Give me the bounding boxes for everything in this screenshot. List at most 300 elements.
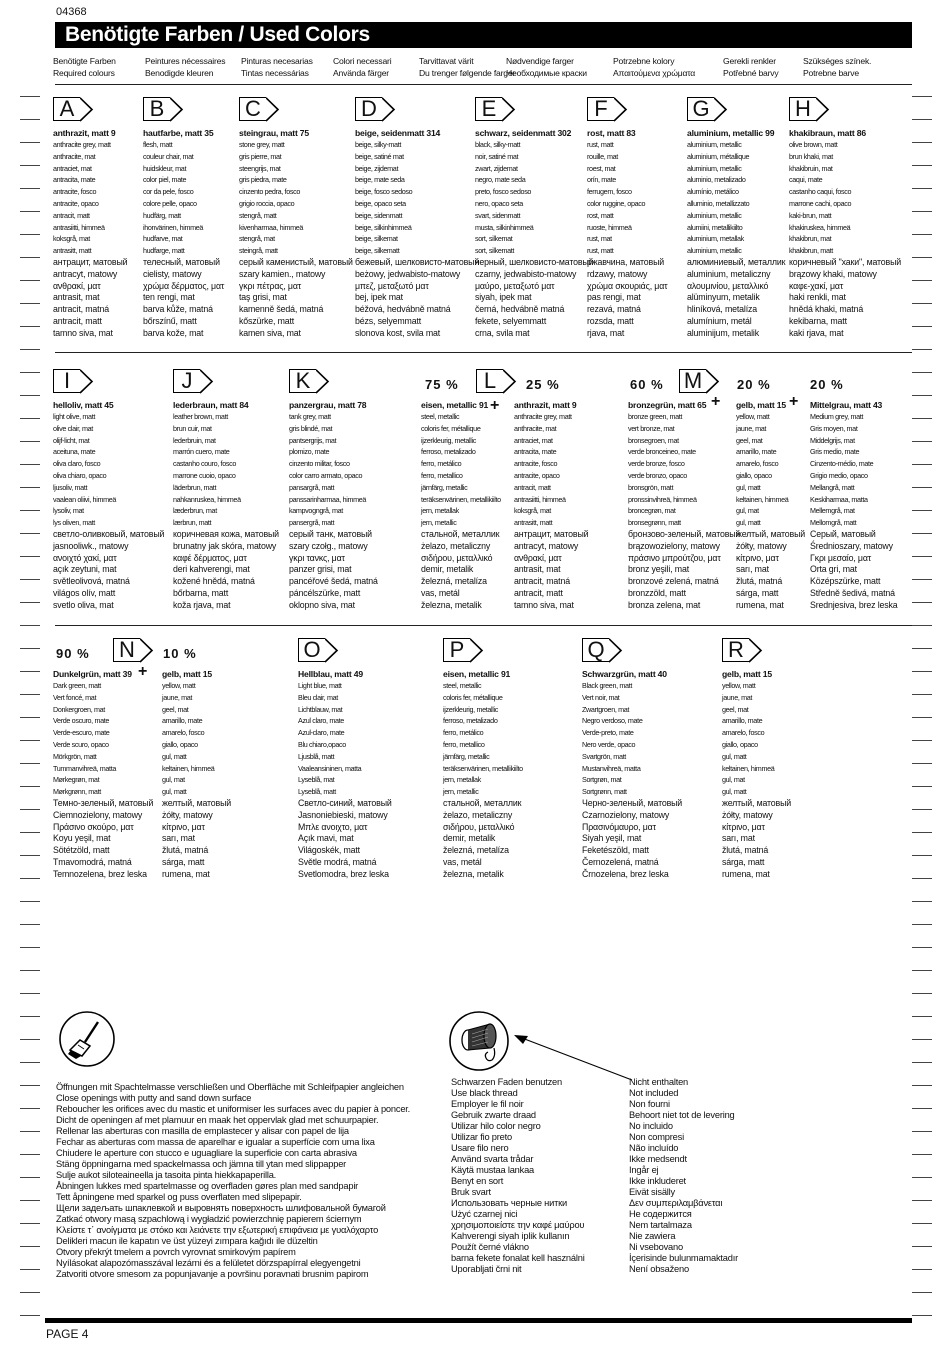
- color-translation: kamenně šedá, matná: [239, 304, 324, 315]
- margin-tick: [912, 1108, 932, 1109]
- instruction-line: χρησιμοποιείστε την καφέ μαύρου: [451, 1220, 585, 1230]
- color-name: lederbraun, matt 84: [173, 400, 249, 410]
- color-translation: rozsda, matt: [587, 315, 634, 326]
- margin-tick: [912, 303, 932, 304]
- color-translation: gul, matt: [722, 787, 747, 797]
- document-number: 04368: [56, 6, 87, 18]
- instruction-line: Sulje aukot siloteaineella ja tasoita pinta hiekkapaperilla.: [56, 1170, 277, 1180]
- badge-arrow-shape: [609, 638, 623, 663]
- color-translation: stone grey, matt: [239, 140, 285, 149]
- instruction-line: Utilizar fio preto: [451, 1132, 512, 1142]
- color-translation: antrasitt, matt: [53, 246, 92, 256]
- color-name: khakibraun, matt 86: [789, 128, 866, 138]
- color-translation: bőrszínű, matt: [143, 315, 197, 326]
- color-translation: ferro, metallico: [421, 470, 463, 480]
- color-translation: verde bronze, fosco: [628, 459, 685, 469]
- color-code-letter: L: [476, 369, 503, 393]
- color-translation: antrasitt, matt: [514, 518, 553, 528]
- color-translation: Svartgrön, matt: [582, 751, 626, 761]
- color-translation: bronzzöld, matt: [628, 587, 686, 598]
- color-translation: anthracite, mat: [53, 151, 96, 161]
- margin-tick: [20, 510, 40, 511]
- margin-tick: [912, 694, 932, 695]
- margin-tick: [912, 1269, 932, 1270]
- color-translation: коричневая кожа, матовый: [173, 528, 279, 539]
- color-code-badge: [53, 97, 127, 121]
- color-entry: [162, 638, 231, 881]
- color-translation: alumiini, metallikiilto: [687, 222, 743, 232]
- color-translation: Mörkgrön, matt: [53, 751, 97, 761]
- color-translation: ferrugem, fosco: [587, 187, 632, 197]
- margin-tick: [20, 395, 40, 396]
- margin-tick: [20, 717, 40, 718]
- color-translation: gris blindé, mat: [289, 423, 333, 433]
- margin-tick: [20, 763, 40, 764]
- margin-tick: [20, 671, 40, 672]
- color-translation: gul, matt: [162, 751, 187, 761]
- badge-arrow-shape: [706, 369, 720, 394]
- color-translation: amarelo, fosco: [736, 459, 779, 469]
- color-entry: [421, 369, 501, 612]
- color-translation: αλουμινίου, μεταλλικό: [687, 280, 769, 291]
- margin-tick: [20, 280, 40, 281]
- color-translation: sarı, mat: [162, 833, 195, 844]
- instruction-line: Usare filo nero: [451, 1143, 509, 1153]
- instruction-line: Tett åpningene med sparkel og puss overflaten med slipepapir.: [56, 1192, 302, 1202]
- header-label-line: Nødvendige farger: [506, 56, 574, 66]
- instruction-line: Ni vsebovano: [629, 1242, 683, 1252]
- color-translation: Világoskék, matt: [298, 845, 360, 856]
- color-translation: ржавчина, матовый: [587, 256, 665, 267]
- page-number: PAGE 4: [46, 1327, 89, 1341]
- color-code-badge: [722, 638, 791, 662]
- badge-arrow-shape: [80, 97, 94, 122]
- color-translation: brun khaki, mat: [789, 151, 833, 161]
- margin-tick: [912, 1246, 932, 1247]
- color-translation: aceituna, mate: [53, 447, 96, 457]
- margin-tick: [912, 786, 932, 787]
- color-translation: żelazo, metaliczny: [443, 809, 513, 820]
- margin-tick: [912, 1016, 932, 1017]
- instruction-text: [56, 1082, 410, 1280]
- color-translation: geel, mat: [722, 704, 749, 714]
- color-translation: antracite, opaco: [514, 470, 560, 480]
- color-translation: musta, silkinhimmeä: [475, 222, 534, 232]
- color-translation: giallo, opaco: [162, 739, 198, 749]
- instruction-line: İçerisinde bulunmamaktadır: [629, 1253, 739, 1263]
- color-translation: negro, mate seda: [475, 175, 526, 185]
- color-translation: pansergrå, matt: [289, 518, 335, 528]
- color-translation: Mørkgrønn, matt: [53, 787, 101, 797]
- color-translation: açık zeytuni, mat: [53, 564, 117, 575]
- color-code-badge: [789, 97, 901, 121]
- color-translation: panssarinharmaa, himmeä: [289, 494, 367, 504]
- color-translation: beige, satiné mat: [355, 151, 404, 161]
- color-code-letter: K: [289, 369, 316, 393]
- color-translation: κίτρινο, ματ: [722, 821, 765, 832]
- color-translation: keltainen, himmeä: [736, 494, 789, 504]
- color-translation: steingrå, matt: [239, 246, 278, 256]
- color-translation: коричневый "хаки", матовый: [789, 256, 902, 267]
- header-label: [613, 56, 695, 79]
- color-translation: béžová, hedvábně matná: [355, 304, 451, 315]
- instruction-line: Close openings with putty and sand down surface: [56, 1093, 252, 1103]
- color-translation: gul, mat: [162, 775, 185, 785]
- margin-tick: [912, 924, 932, 925]
- color-translation: rumena, mat: [162, 868, 210, 879]
- margin-tick: [20, 1177, 40, 1178]
- margin-tick: [912, 441, 932, 442]
- instruction-line: Fechar as aberturas com massa de aparelhar e igualar a superfície com uma lixa: [56, 1137, 375, 1147]
- color-translation: Vert noir, mat: [582, 692, 620, 702]
- margin-tick: [20, 740, 40, 741]
- mix-percentage: 20 %: [737, 377, 771, 392]
- instruction-line: Není obsaženo: [629, 1264, 689, 1274]
- margin-tick: [20, 1292, 40, 1293]
- color-translation: jern, metallak: [443, 775, 481, 785]
- color-translation: antrasiitti, himmeä: [53, 222, 105, 232]
- color-translation: roest, mat: [587, 163, 616, 173]
- instruction-line: Rellenar las aberturas con masilla de emplastecer y alisar con papel de lija: [56, 1126, 349, 1136]
- color-translation: bronz yeşili, mat: [628, 564, 690, 575]
- color-entry: [582, 638, 682, 881]
- badge-arrow-shape: [266, 97, 280, 122]
- margin-tick: [20, 257, 40, 258]
- instruction-line: Zatkać otwory masą szpachlową i wygładzić powierzchnię papierem ściernym: [56, 1214, 362, 1224]
- color-translation: żółty, matowy: [722, 809, 773, 820]
- color-translation: Donkergroen, mat: [53, 704, 105, 714]
- color-translation: beżowy, jedwabisto-matowy: [355, 268, 461, 279]
- color-translation: color piel, mate: [143, 175, 187, 185]
- color-translation: demir, metalik: [421, 564, 474, 575]
- color-translation: Verde scuro, opaco: [53, 739, 109, 749]
- color-translation: антрацит, матовый: [514, 528, 589, 539]
- color-translation: Mørkegrøn, mat: [53, 775, 100, 785]
- color-code-badge: [289, 369, 378, 393]
- margin-tick: [20, 947, 40, 948]
- color-translation: Gris moyen, mat: [810, 423, 858, 433]
- color-translation: antracit, matt: [53, 210, 90, 220]
- color-entry: [289, 369, 378, 612]
- color-translation: hliníková, metalíza: [687, 304, 758, 315]
- color-translation: khakiruskea, himmeä: [789, 222, 851, 232]
- header-label-line: Potřebné barvy: [723, 67, 779, 78]
- margin-tick: [912, 234, 932, 235]
- color-translation: coloris fer, métallique: [421, 423, 481, 433]
- mix-percentage: 20 %: [810, 377, 844, 392]
- color-translation: серый каменистый, матовый: [239, 256, 353, 267]
- color-translation: rost, matt: [587, 210, 614, 220]
- header-label-line: Potrzebne kolory: [613, 56, 675, 66]
- color-translation: bronzové zelená, matná: [628, 576, 719, 587]
- instruction-line: Použít černé vlákno: [451, 1242, 529, 1252]
- color-translation: Açık mavi, mat: [298, 833, 354, 844]
- page-title: Benötigte Farben / Used Colors: [55, 22, 912, 48]
- margin-tick: [20, 487, 40, 488]
- margin-tick: [912, 740, 932, 741]
- color-translation: Light blue, matt: [298, 681, 342, 690]
- instruction-line: Uporabljati črni nit: [451, 1264, 522, 1274]
- margin-tick: [912, 1062, 932, 1063]
- color-translation: fekete, selyemmatt: [475, 315, 547, 326]
- color-translation: yellow, matt: [162, 681, 196, 690]
- instruction-line: Non fourni: [629, 1099, 670, 1109]
- margin-tick: [20, 901, 40, 902]
- instruction-line: No incluido: [629, 1121, 673, 1131]
- instruction-line: Użyć czarnej nici: [451, 1209, 518, 1219]
- header-label: [241, 56, 313, 79]
- color-translation: verde bronceineo, mate: [628, 447, 696, 457]
- color-translation: Πράσινο σκούρο, ματ: [53, 821, 134, 832]
- color-translation: zwart, zijdemat: [475, 163, 518, 173]
- color-translation: steel, metallic: [443, 681, 482, 690]
- color-translation: nero, opaco seta: [475, 198, 523, 208]
- margin-tick: [912, 579, 932, 580]
- color-translation: Γκρι μεσαίο, ματ: [810, 552, 872, 563]
- header-label: [53, 56, 116, 79]
- color-translation: желтый, матовый: [162, 797, 232, 808]
- color-translation: rust, matt: [587, 140, 614, 149]
- color-translation: lysoliv, mat: [53, 506, 84, 516]
- margin-tick: [912, 625, 932, 626]
- margin-tick: [912, 648, 932, 649]
- color-translation: oklopno siva, mat: [289, 599, 355, 610]
- color-translation: læderbrun, mat: [173, 506, 217, 516]
- margin-tick: [20, 648, 40, 649]
- color-translation: světleolivová, matná: [53, 576, 130, 587]
- color-translation: κίτρινο, ματ: [736, 552, 779, 563]
- color-translation: amarelo, fosco: [722, 728, 765, 738]
- color-translation: flesh, matt: [143, 140, 173, 149]
- color-translation: amarelo, fosco: [162, 728, 205, 738]
- color-translation: vaalean oliivi, himmeä: [53, 494, 117, 504]
- instruction-line: Öffnungen mit Spachtelmasse verschließen und Oberfläche mit Schleifpapier angleichen: [56, 1082, 404, 1092]
- margin-tick: [912, 1039, 932, 1040]
- margin-tick: [912, 878, 932, 879]
- color-translation: light olive, matt: [53, 412, 95, 421]
- header-label: [333, 56, 391, 79]
- margin-tick: [912, 119, 932, 120]
- margin-tick: [20, 441, 40, 442]
- margin-tick: [20, 533, 40, 534]
- instruction-line: Utilizar hilo color negro: [451, 1121, 541, 1131]
- color-code-badge: [687, 97, 785, 121]
- color-translation: oliva claro, fosco: [53, 459, 101, 469]
- color-translation: Azul claro, mate: [298, 716, 344, 726]
- color-translation: kožené hnědá, matná: [173, 576, 255, 587]
- color-translation: anthracite grey, matt: [514, 412, 572, 421]
- color-translation: gris piedra, mate: [239, 175, 287, 185]
- margin-tick: [20, 188, 40, 189]
- header-label-line: Benötigte Farben: [53, 56, 116, 66]
- header-divider: [55, 84, 912, 85]
- instruction-line: Gebruik zwarte draad: [451, 1110, 536, 1120]
- color-code-letter: P: [443, 638, 470, 662]
- color-translation: χρώμα δέρματος, ματ: [143, 280, 225, 291]
- color-translation: aluminium, metallic: [687, 163, 742, 173]
- color-translation: žlutá, matná: [736, 576, 783, 587]
- color-name: gelb, matt 15: [162, 669, 212, 679]
- instruction-line: Nie zawiera: [629, 1231, 676, 1241]
- color-translation: Dark green, matt: [53, 681, 101, 690]
- color-code-letter: B: [143, 97, 170, 121]
- color-translation: žlutá, matná: [722, 845, 769, 856]
- margin-tick: [912, 533, 932, 534]
- row-divider-2: [55, 625, 912, 626]
- color-translation: kekibarna, matt: [789, 315, 847, 326]
- color-translation: Mellomgrå, matt: [810, 518, 857, 528]
- instruction-line: Nyílásokat alapozómasszával lezárni és a felületet dörzspapírral elegyengetni: [56, 1258, 361, 1268]
- color-translation: rumena, mat: [722, 868, 770, 879]
- color-translation: ferro, metálico: [421, 459, 462, 469]
- color-translation: czarny, jedwabisto-matowy: [475, 268, 577, 279]
- color-translation: aluminium, metaliczny: [687, 268, 771, 279]
- color-entry: [53, 369, 164, 612]
- plus-sign: +: [789, 393, 799, 410]
- color-translation: aluminium, metallic: [687, 246, 742, 256]
- color-translation: Middelgrijs, mat: [810, 435, 855, 445]
- color-translation: aluminium, metallak: [687, 234, 744, 244]
- color-translation: kaki rjava, mat: [789, 327, 844, 338]
- color-code-badge: [143, 97, 224, 121]
- color-translation: color ruggine, opaco: [587, 198, 646, 208]
- color-translation: keltainen, himmeä: [162, 763, 215, 773]
- header-label-line: Tarvittavat värit: [419, 56, 474, 66]
- badge-arrow-shape: [502, 97, 516, 122]
- margin-tick: [20, 625, 40, 626]
- color-translation: bronsegroen, mat: [628, 435, 679, 445]
- color-translation: khakibrun, mat: [789, 234, 832, 244]
- plus-sign: +: [711, 393, 721, 410]
- color-translation: Světle modrá, matná: [298, 856, 377, 867]
- instruction-line: Käytä mustaa lankaa: [451, 1165, 535, 1175]
- margin-tick: [912, 1200, 932, 1201]
- color-translation: kőszürke, matt: [239, 315, 295, 326]
- color-translation: gul, mat: [722, 775, 745, 785]
- color-translation: anthracite, mat: [514, 423, 557, 433]
- color-translation: Lyseblå, matt: [298, 787, 336, 797]
- margin-tick: [20, 372, 40, 373]
- badge-arrow-shape: [503, 369, 517, 394]
- instruction-text: [629, 1077, 738, 1275]
- color-translation: hudfarge, matt: [143, 246, 185, 256]
- margin-tick: [912, 96, 932, 97]
- color-translation: Blu chiaro,opaco: [298, 739, 346, 749]
- margin-tick: [20, 418, 40, 419]
- color-translation: pantsergrijs, mat: [289, 435, 337, 445]
- margin-tick: [912, 1154, 932, 1155]
- color-translation: lederbruin, mat: [173, 435, 216, 445]
- color-translation: Mellemgrå, mat: [810, 506, 855, 516]
- color-name: rost, matt 83: [587, 128, 636, 138]
- margin-tick: [912, 280, 932, 281]
- color-translation: beige, silkemat: [355, 234, 398, 244]
- color-code-letter: M: [679, 369, 706, 393]
- margin-tick: [20, 211, 40, 212]
- color-translation: amarillo, mate: [722, 716, 763, 726]
- color-translation: siyah, ipek mat: [475, 292, 532, 303]
- badge-arrow-shape: [614, 97, 628, 122]
- color-translation: sárga, matt: [162, 856, 205, 867]
- color-translation: bronze green, matt: [628, 412, 683, 421]
- color-translation: jasnooliwk., matowy: [53, 540, 129, 551]
- instruction-line: Использовать черные нитки: [451, 1198, 568, 1208]
- color-translation: ανοιχτό χακί, ματ: [53, 552, 117, 563]
- color-translation: Czarnozielony, matowy: [582, 809, 670, 820]
- margin-tick: [912, 556, 932, 557]
- margin-tick: [912, 809, 932, 810]
- header-label-line: Pinturas necesarias: [241, 56, 313, 66]
- color-name: panzergrau, matt 78: [289, 400, 367, 410]
- badge-arrow-shape: [382, 97, 396, 122]
- margin-tick: [20, 234, 40, 235]
- color-translation: beige, silkinhimmeä: [355, 222, 412, 232]
- color-translation: nahkanruskea, himmeä: [173, 494, 241, 504]
- color-translation: gul, matt: [736, 518, 761, 528]
- color-translation: pas rengi, mat: [587, 292, 641, 303]
- color-translation: kamen siva, mat: [239, 327, 301, 338]
- color-translation: jern, metallak: [421, 506, 459, 516]
- instruction-line: Använd svarta trådar: [451, 1154, 534, 1164]
- color-translation: giallo, opaco: [722, 739, 758, 749]
- margin-tick: [20, 326, 40, 327]
- instruction-line: Non compresi: [629, 1132, 684, 1142]
- color-translation: jern, metallic: [443, 787, 479, 797]
- color-translation: grigio roccia, opaco: [239, 198, 295, 208]
- margin-tick: [912, 671, 932, 672]
- color-translation: antracyt, matowy: [514, 540, 579, 551]
- color-code-badge: [582, 638, 682, 662]
- color-translation: Keskiharmaa, matta: [810, 494, 868, 504]
- color-translation: Vaaleansininen, matta: [298, 763, 362, 773]
- color-translation: deri kahverengi, mat: [173, 564, 250, 575]
- color-code-letter: N: [113, 638, 140, 662]
- color-name: schwarz, seidenmatt 302: [475, 128, 572, 138]
- color-translation: μπεζ, μεταξωτό ματ: [355, 280, 429, 291]
- color-translation: teräksenvärinen, metallikiilto: [443, 763, 523, 773]
- color-entry: [298, 638, 392, 881]
- color-translation: beige, zijdemat: [355, 163, 399, 173]
- color-entry: [514, 369, 588, 612]
- color-code-badge: [53, 369, 164, 393]
- color-translation: olijf-licht, mat: [53, 435, 90, 445]
- color-translation: color carro armato, opaco: [289, 470, 363, 480]
- color-translation: antrasiitti, himmeä: [514, 494, 566, 504]
- color-translation: tamno siva, mat: [514, 599, 574, 610]
- color-translation: ανθρακί, ματ: [514, 552, 562, 563]
- color-translation: черный, шелковисто-матовый: [475, 256, 594, 267]
- color-name: eisen, metallic 91: [421, 400, 489, 410]
- color-entry: [722, 638, 791, 881]
- instruction-line: Ingår ej: [629, 1165, 659, 1175]
- color-translation: alüminyum, metalik: [687, 292, 760, 303]
- color-name: Hellblau, matt 49: [298, 669, 363, 679]
- badge-arrow-shape: [140, 638, 154, 663]
- color-translation: castanho caqui, fosco: [789, 187, 852, 197]
- color-translation: beige, silky-matt: [355, 140, 401, 149]
- color-translation: sort, silkemat: [475, 234, 513, 244]
- margin-tick: [912, 349, 932, 350]
- margin-tick: [20, 1039, 40, 1040]
- color-translation: antracita, mate: [53, 175, 96, 185]
- color-translation: Tummanvihreä, matta: [53, 763, 116, 773]
- margin-tick: [912, 165, 932, 166]
- color-translation: gul, matt: [736, 482, 761, 492]
- color-translation: haki renkli, mat: [789, 292, 846, 303]
- margin-tick: [20, 970, 40, 971]
- color-translation: pansargrå, matt: [289, 482, 335, 492]
- color-translation: kaki-brun, matt: [789, 210, 832, 220]
